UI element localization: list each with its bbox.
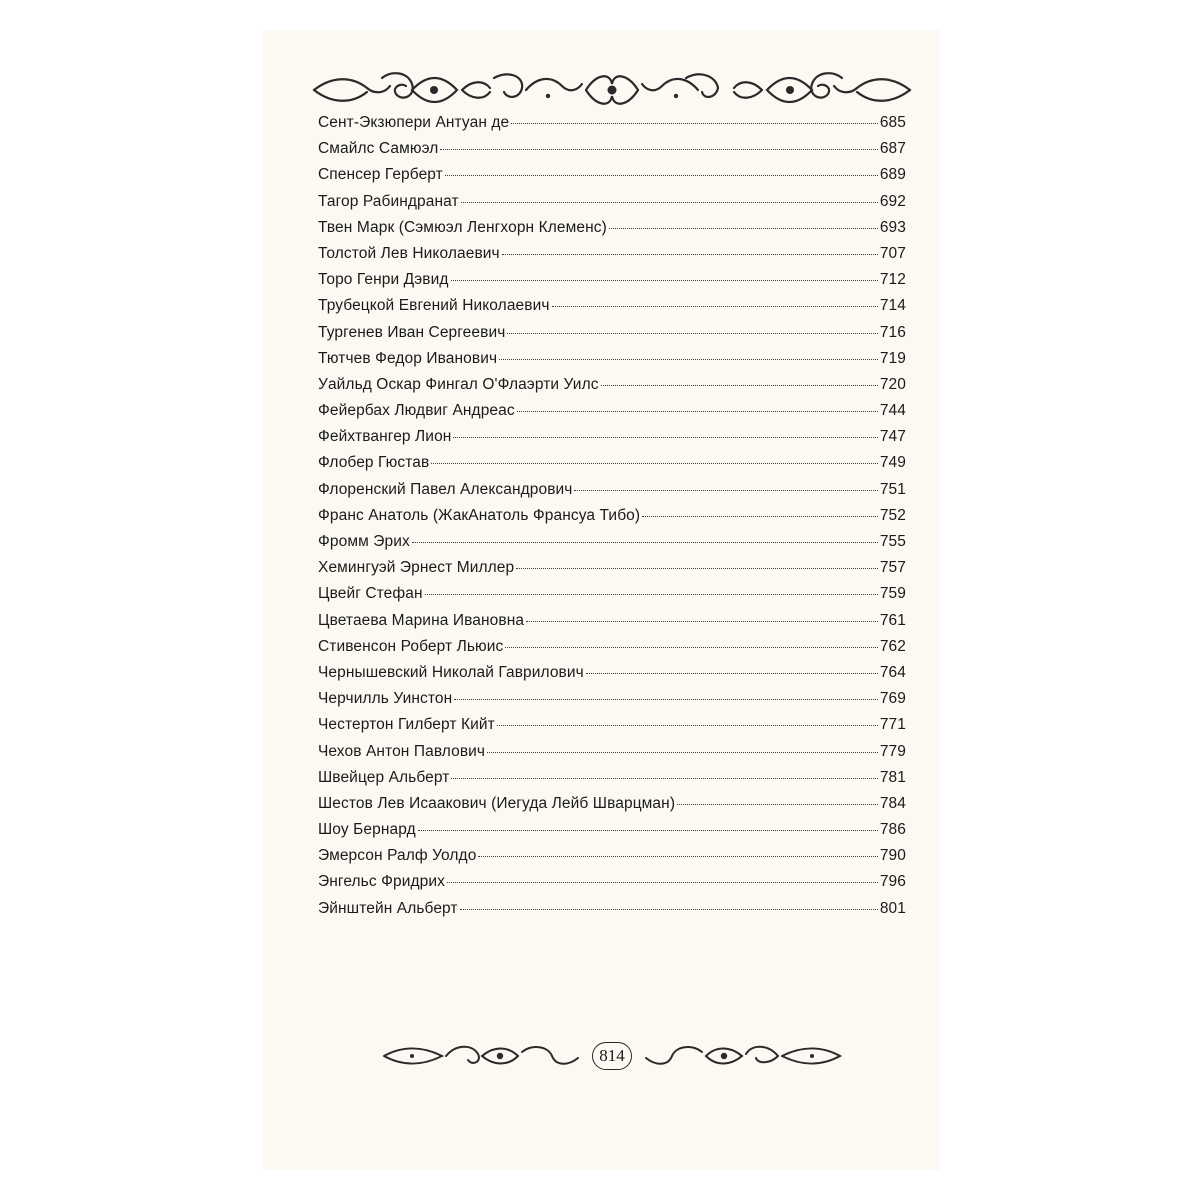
toc-entry [318,585,906,611]
toc-entry-page: 786 [879,821,906,839]
toc-entry-page: 687 [879,140,906,158]
toc-entry-page: 685 [879,114,906,131]
toc-entry-name: Спенсер Герберт [318,166,443,184]
toc-entry-name: Флобер Гюстав [318,454,430,472]
toc-leader-dots [445,175,878,176]
toc-entry-name: Швейцер Альберт [318,768,450,786]
toc-leader-dots [609,228,878,229]
toc-entry [318,481,906,507]
toc-entry-name: Чехов Антон Павлович [318,742,486,760]
toc-leader-dots [601,385,878,386]
toc-entry [318,664,906,690]
toc-leader-dots [440,149,877,150]
toc-entry [318,559,906,585]
toc-entry-page: 769 [879,690,906,708]
toc-entry-name: Эйнштейн Альберт [318,899,458,917]
toc-entry-name: Твен Марк (Сэмюэл Ленгхорн Клеменс) [318,218,607,236]
toc-entry-page: 801 [879,899,906,917]
toc-leader-dots [511,123,878,124]
toc-entry-page: 714 [879,297,906,315]
toc-entry [318,350,906,376]
toc-entry-name: Цвейг Стефан [318,585,423,603]
toc-entry-page: 771 [879,716,906,734]
toc-entry-page: 790 [879,847,906,865]
toc-entry-page: 759 [879,585,906,603]
toc-entry [318,428,906,454]
toc-entry-name: Сент-Экзюпери Антуан де [318,114,510,131]
toc-entry [318,376,906,402]
toc-entry-name: Флоренский Павел Александрович [318,480,573,498]
toc-entry-name: Тагор Рабиндранат [318,192,459,210]
toc-entry [318,743,906,769]
toc-entry-page: 692 [879,192,906,210]
toc-leader-dots [418,830,878,831]
toc-entry-name: Чернышевский Николай Гаврилович [318,663,584,681]
toc-entry-page: 719 [879,349,906,367]
toc-leader-dots [425,594,878,595]
toc-leader-dots [447,882,878,883]
toc-leader-dots [461,202,878,203]
toc-leader-dots [586,673,878,674]
toc-leader-dots [451,280,878,281]
toc-leader-dots [487,752,878,753]
toc-entry [318,533,906,559]
toc-leader-dots [502,254,878,255]
toc-leader-dots [497,725,878,726]
toc-leader-dots [677,804,878,805]
toc-entry-name: Франс Анатоль (ЖакАнатоль Франсуа Тибо) [318,506,641,524]
toc-entry [318,114,906,140]
toc-entry-name: Цветаева Марина Ивановна [318,611,525,629]
toc-entry-name: Фейхтвангер Лион [318,428,452,446]
toc-entry-name: Шестов Лев Исаакович (Иегуда Лейб Шварцман) [318,794,676,812]
toc-entry-page: 693 [879,218,906,236]
toc-leader-dots [451,778,877,779]
page-number: 814 [592,1042,632,1070]
toc-entry-name: Шоу Бернард [318,821,416,839]
toc-entry-page: 712 [879,271,906,289]
toc-entry-page: 707 [879,244,906,262]
toc-entry-name: Трубецкой Евгений Николаевич [318,297,550,315]
toc-entry [318,900,906,926]
toc-entry-name: Честертон Гилберт Кийт [318,716,495,734]
toc-entry-page: 781 [879,768,906,786]
toc-leader-dots [499,359,878,360]
toc-entry-page: 779 [879,742,906,760]
toc-entry-name: Хемингуэй Эрнест Миллер [318,559,515,577]
toc-entry [318,716,906,742]
toc-entry-page: 757 [879,559,906,577]
toc-entry [318,271,906,297]
toc-entry-page: 784 [879,794,906,812]
toc-entry-page: 720 [879,375,906,393]
toc-leader-dots [552,306,878,307]
toc-entry [318,638,906,664]
toc-entry [318,873,906,899]
table-of-contents [318,114,906,926]
toc-leader-dots [574,490,877,491]
toc-leader-dots [526,621,878,622]
toc-entry [318,219,906,245]
toc-entry-page: 716 [879,323,906,341]
toc-entry-name: Смайлс Самюэл [318,140,439,158]
toc-entry-page: 752 [879,506,906,524]
toc-entry-page: 747 [879,428,906,446]
toc-leader-dots [478,856,877,857]
toc-entry-name: Уайльд Оскар Фингал О'Флаэрти Уилс [318,375,599,393]
toc-leader-dots [453,437,877,438]
toc-entry [318,821,906,847]
toc-leader-dots [460,909,878,910]
toc-entry [318,795,906,821]
toc-entry [318,612,906,638]
toc-entry-page: 689 [879,166,906,184]
toc-entry [318,690,906,716]
toc-entry [318,402,906,428]
toc-leader-dots [507,333,877,334]
toc-entry [318,297,906,323]
toc-entry [318,847,906,873]
toc-entry [318,507,906,533]
toc-entry-name: Эмерсон Ралф Уолдо [318,847,477,865]
toc-entry-name: Тютчев Федор Иванович [318,349,498,367]
toc-entry-name: Энгельс Фридрих [318,873,445,891]
toc-entry-page: 755 [879,533,906,550]
toc-entry-page: 744 [879,402,906,420]
book-page [262,30,940,1170]
toc-entry-page: 749 [879,454,906,472]
toc-leader-dots [454,699,878,700]
toc-entry-page: 764 [879,663,906,681]
toc-entry [318,193,906,219]
toc-leader-dots [516,568,878,569]
toc-entry-page: 796 [879,873,906,891]
toc-entry-name: Тургенев Иван Сергеевич [318,323,506,341]
toc-entry [318,140,906,166]
toc-entry [318,324,906,350]
toc-entry-name: Толстой Лев Николаевич [318,244,500,262]
toc-entry [318,245,906,271]
toc-entry [318,166,906,192]
toc-leader-dots [517,411,878,412]
toc-leader-dots [431,463,877,464]
toc-entry-page: 762 [879,637,906,655]
toc-leader-dots [642,516,878,517]
toc-leader-dots [505,647,877,648]
toc-entry-name: Стивенсон Роберт Льюис [318,637,504,655]
toc-entry-page: 751 [879,480,906,498]
toc-entry-name: Черчилль Уинстон [318,690,453,708]
toc-leader-dots [412,542,878,543]
toc-entry [318,769,906,795]
ornament-header-icon [312,66,912,114]
toc-entry-name: Фейербах Людвиг Андреас [318,402,515,420]
toc-entry-name: Фромм Эрих [318,533,410,550]
toc-entry-page: 761 [879,611,906,629]
toc-entry [318,454,906,480]
toc-entry-name: Торо Генри Дэвид [318,271,449,289]
